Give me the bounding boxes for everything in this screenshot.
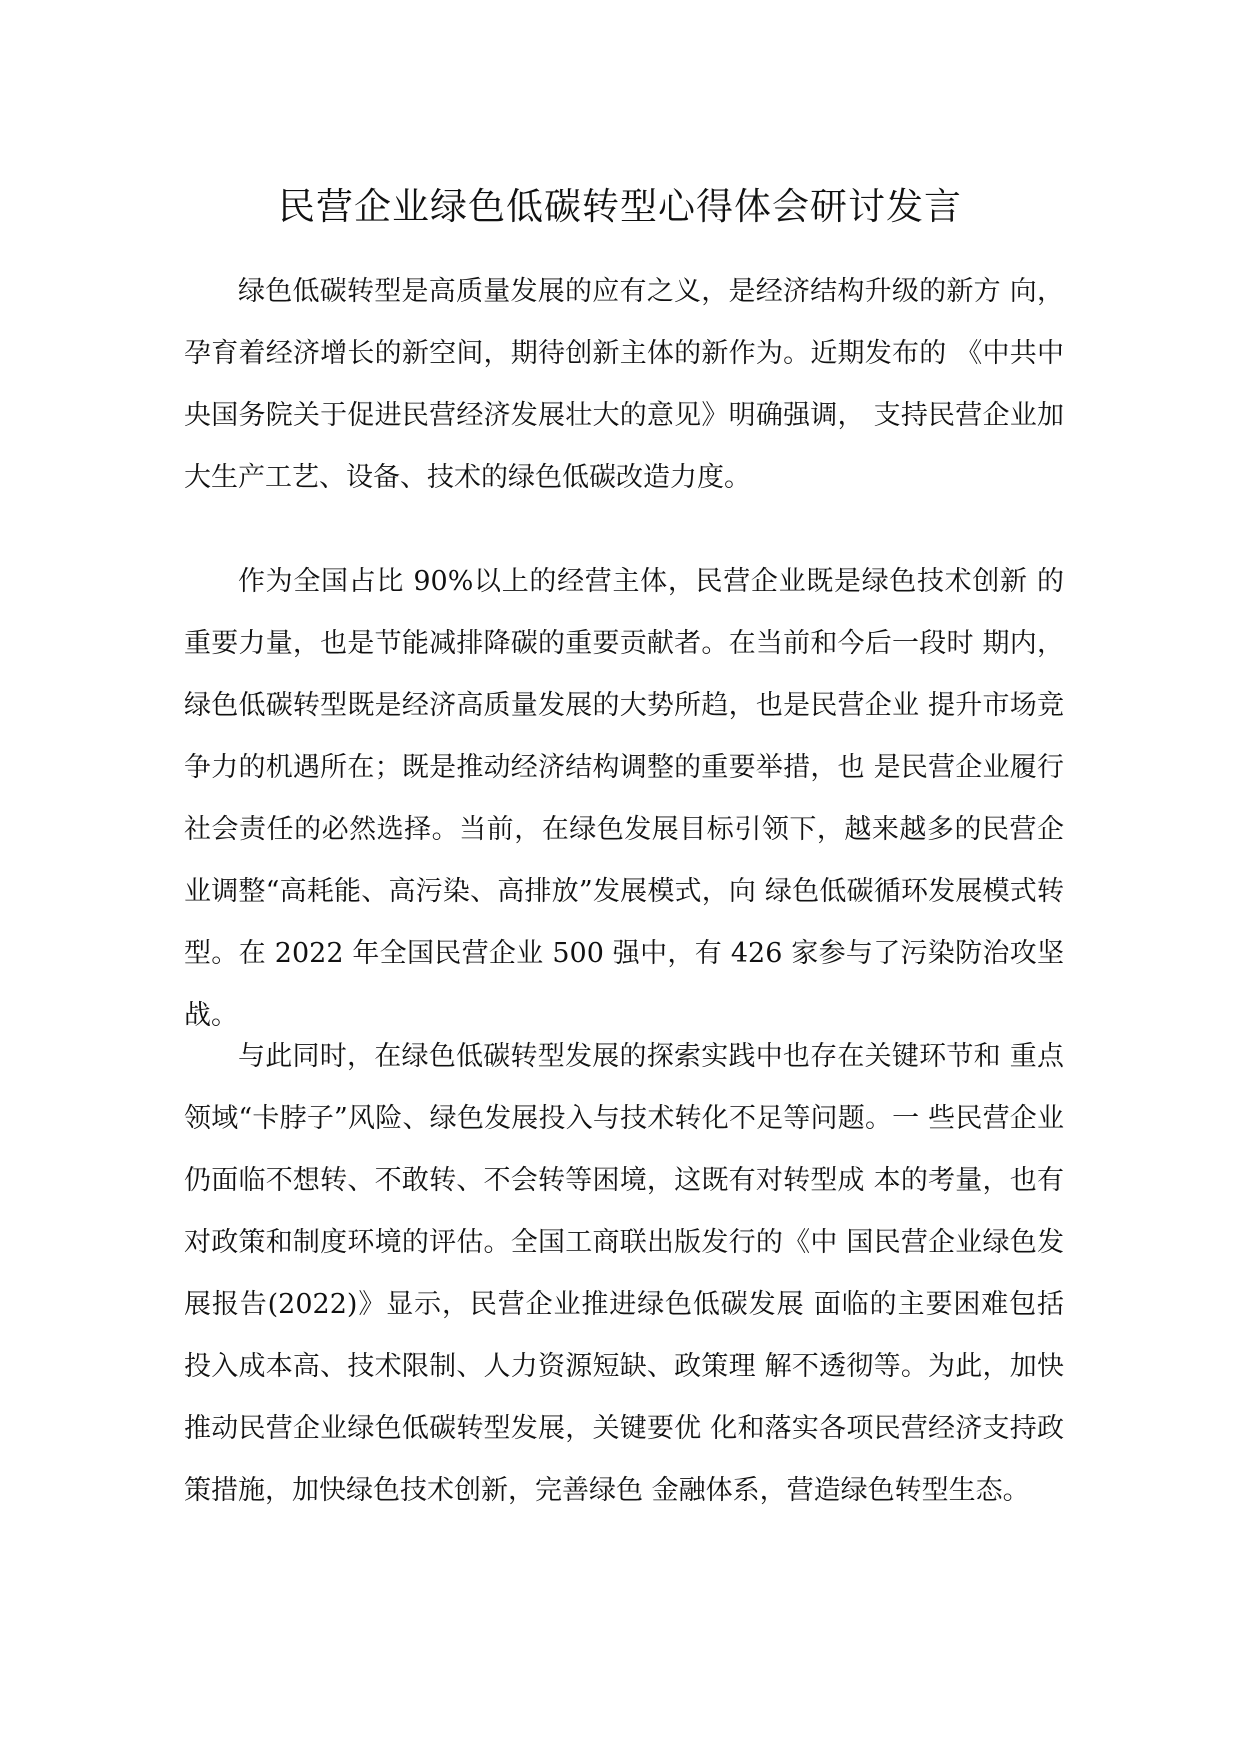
paragraph-3: 与此同时，在绿色低碳转型发展的探索实践中也存在关键环节和 重点领域“卡脖子”风险、绿色发展投入与技术转化不足等问题。一 些民营企业仍面临不想转、不敢转、不会转等困境，这既有对转型成 本的考量，也有对政策和制度环境的评估。全国工商联出版发行的《中 国民营企业绿色发展报告(2022)》显示，民营企业推进绿色低碳发展 面临的主要困难包括投入成本高、技术限制、人力资源短缺、政策理 解不透彻等。为此，加快推动民营企业绿色低碳转型发展，关键要优 化和落实各项民营经济支持政策措施，加快绿色技术创新，完善绿色 金融体系，营造绿色转型生态。 [184, 1041, 1065, 1506]
paragraph-2: 作为全国占比 90%以上的经营主体，民营企业既是绿色技术创新 的重要力量，也是节能减排降碳的重要贡献者。在当前和今后一段时 期内，绿色低碳转型既是经济高质量发展的大势所趋，也是民营企业 提升市场竞争力的机遇所在；既是推动经济结构调整的重要举措，也 是民营企业履行社会责任的必然选择。当前，在绿色发展目标引领下，越来越多的民营企业调整“高耗能、高污染、高排放”发展模式，向 绿色低碳循环发展模式转型。在 2022 年全国民营企业 500 强中，有 426 家参与了污染防治攻坚战。 [184, 566, 1064, 1031]
document-title: 民营企业绿色低碳转型心得体会研讨发言 [278, 185, 962, 228]
paragraph-1: 绿色低碳转型是高质量发展的应有之义，是经济结构升级的新方 向，孕育着经济增长的新空间，期待创新主体的新作为。近期发布的 《中共中央国务院关于促进民营经济发展壮大的意见》明确强调， 支持民营企业加大生产工艺、设备、技术的绿色低碳改造力度。 [184, 276, 1064, 493]
